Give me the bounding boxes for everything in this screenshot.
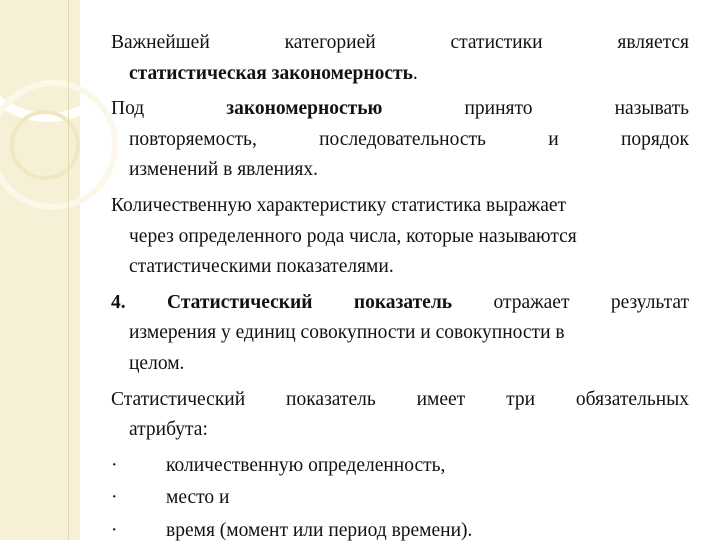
text-line [111, 125, 689, 156]
text-line: изменений в явлениях. [129, 159, 318, 181]
text-line: статистическими показателями. [129, 256, 394, 278]
bold-term: статистическая закономерность [129, 62, 413, 84]
text-line: через определенного рода числа, которые называются [129, 225, 577, 247]
word: и [548, 128, 559, 150]
word: повторяемость, [129, 128, 257, 150]
word: Важнейшей [111, 32, 210, 53]
word: порядок [620, 128, 689, 150]
word: принято [464, 98, 533, 120]
word: статистики [450, 32, 543, 53]
list-item-text: время (момент или период времени). [166, 519, 473, 541]
slide-text-body [111, 28, 689, 549]
text-line: атрибута: [129, 419, 208, 441]
text-line [111, 59, 689, 90]
bullet-marker: · [111, 519, 118, 541]
bold-term: 4. Статистический показатель [111, 291, 453, 313]
text-line [111, 28, 689, 59]
text-line: измерения у единиц совокупности и совокупности в [129, 322, 565, 344]
word: называть [614, 98, 690, 120]
paragraph-quantitative [111, 191, 689, 283]
list-item [111, 483, 689, 514]
list-item-text: количественную определенность, [166, 454, 446, 476]
word: является [617, 32, 690, 53]
paragraph-attributes [111, 385, 689, 446]
text-line: Количественную характеристику статистика выражает [111, 194, 567, 216]
bullet-marker: · [111, 454, 118, 476]
text-line [111, 94, 689, 125]
text: отражает результат [493, 291, 690, 313]
word: последовательность [319, 128, 486, 150]
word: категорией [284, 32, 376, 53]
list-item-text: место и [166, 487, 230, 509]
text-line: целом. [129, 352, 185, 374]
paragraph-category [111, 28, 689, 89]
list-item [111, 516, 689, 547]
text-line: Статистический показатель имеет три обязательных [111, 388, 689, 410]
text-line [111, 288, 689, 319]
bold-term: закономерностью [226, 98, 383, 120]
list-item [111, 451, 689, 482]
decorative-circle [10, 110, 80, 180]
bullet-marker: · [111, 487, 118, 509]
paragraph-definition [111, 94, 689, 186]
paragraph-indicator [111, 288, 689, 380]
word: Под [111, 98, 145, 120]
decorative-vertical-line [68, 0, 69, 540]
punctuation: . [412, 62, 418, 84]
